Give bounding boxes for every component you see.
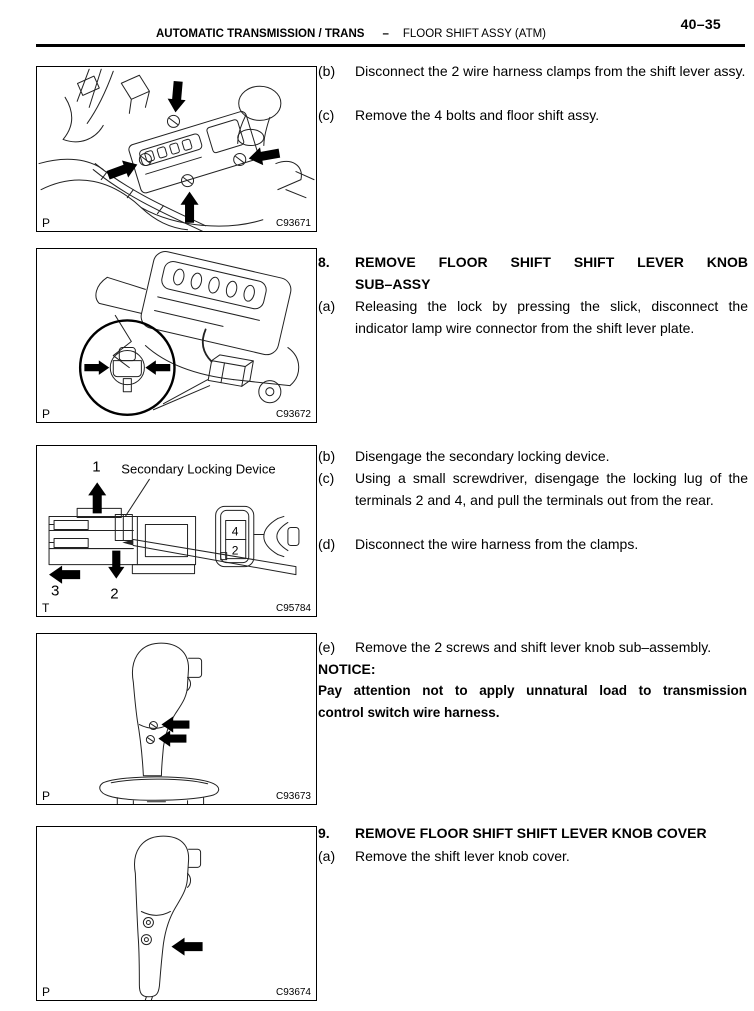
header-separator: – (382, 28, 389, 40)
section-title-line2: SUB–ASSY (355, 276, 431, 292)
cover-arrow-icon (171, 938, 202, 956)
step-letter: (d) (318, 536, 336, 552)
step-text: Disconnect the wire harness from the clamps. (355, 536, 639, 552)
press-lock-arrow-icons (84, 360, 170, 374)
section-number: 9. (318, 825, 330, 841)
step-text: Remove the shift lever knob cover. (355, 848, 570, 864)
callout-number-2: 2 (110, 585, 119, 603)
step-b-disconnect-clamps (318, 60, 748, 82)
step-text: Remove the 4 bolts and floor shift assy. (355, 107, 600, 123)
floor-shift-assy-illustration (37, 67, 316, 231)
step-letter: (a) (318, 298, 336, 314)
step-9a-remove-cover (318, 845, 748, 867)
section-8-heading (318, 251, 748, 295)
header-subsection-title: FLOOR SHIFT ASSY (ATM) (402, 28, 547, 40)
step-8a-release-lock (318, 295, 748, 339)
figure-code: C93672 (275, 409, 311, 420)
step-letter: (c) (318, 107, 335, 123)
callout-number-1: 1 (92, 458, 101, 476)
figure-corner-letter: P (42, 985, 51, 999)
header-section-title: AUTOMATIC TRANSMISSION / TRANS (155, 28, 365, 40)
screw-arrow-icons (158, 716, 189, 746)
page-header (36, 28, 666, 40)
step-letter: (a) (318, 848, 336, 864)
figure-code: C95784 (275, 603, 311, 614)
step-8c-pull-terminals (318, 467, 748, 511)
figure-floor-shift-assy-bolts (36, 66, 317, 232)
step-letter: (b) (318, 448, 336, 464)
figure-corner-letter: P (42, 407, 51, 421)
step-text: Disengage the secondary locking device. (355, 448, 610, 464)
connector-location-illustration (37, 249, 316, 422)
notice-label: NOTICE: (318, 661, 376, 677)
section-title: REMOVE FLOOR SHIFT SHIFT LEVER KNOB COVER (355, 825, 707, 841)
step-8e-remove-screws (318, 636, 748, 658)
terminal-4-label: 4 (231, 524, 239, 539)
step-text: Remove the 2 screws and shift lever knob sub–assembly. (355, 639, 712, 655)
section-number: 8. (318, 254, 330, 270)
figure-corner-letter: P (42, 216, 51, 230)
section-9-heading (318, 822, 748, 844)
notice-text-line1: Pay attention not to apply unnatural load to transmission (318, 683, 747, 698)
figure-corner-letter: P (42, 789, 51, 803)
step-text: Releasing the lock by pressing the slick, disconnect the indicator lamp wire connector from the shift lever plate. (355, 298, 748, 336)
callout-number-3: 3 (51, 582, 60, 600)
step-letter: (c) (318, 470, 335, 486)
step-letter: (b) (318, 63, 336, 79)
knob-screws-illustration (37, 634, 316, 804)
figure-code: C93674 (275, 987, 311, 998)
step-letter: (e) (318, 639, 336, 655)
step-text: Disconnect the 2 wire harness clamps from the shift lever assy. (355, 63, 746, 79)
figure-knob-cover (36, 826, 317, 1001)
figure-corner-letter: T (42, 601, 50, 615)
direction-arrow-icons (49, 482, 124, 583)
figure-code: C93673 (275, 791, 311, 802)
notice-text-line2: control switch wire harness. (318, 705, 500, 720)
figure-connector-location (36, 248, 317, 423)
figure-code: C93671 (275, 218, 311, 229)
figure-knob-screws (36, 633, 317, 805)
section-title-line1: REMOVE FLOOR SHIFT SHIFT LEVER KNOB (355, 254, 748, 270)
secondary-locking-device-label: Secondary Locking Device (121, 461, 276, 477)
header-rule (36, 44, 745, 47)
page-number: 40–35 (680, 16, 721, 32)
secondary-locking-device-illustration (37, 446, 316, 616)
step-text: Using a small screwdriver, disengage the locking lug of the terminals 2 and 4, and pull the terminals out from the rear. (355, 470, 748, 508)
step-c-remove-bolts (318, 104, 748, 126)
knob-cover-illustration (37, 827, 316, 1000)
step-8d-disconnect-harness (318, 533, 748, 555)
section-title (355, 251, 748, 295)
terminal-2-label: 2 (231, 543, 239, 558)
figure-secondary-locking-device (36, 445, 317, 617)
step-8b-disengage-lock (318, 445, 748, 467)
